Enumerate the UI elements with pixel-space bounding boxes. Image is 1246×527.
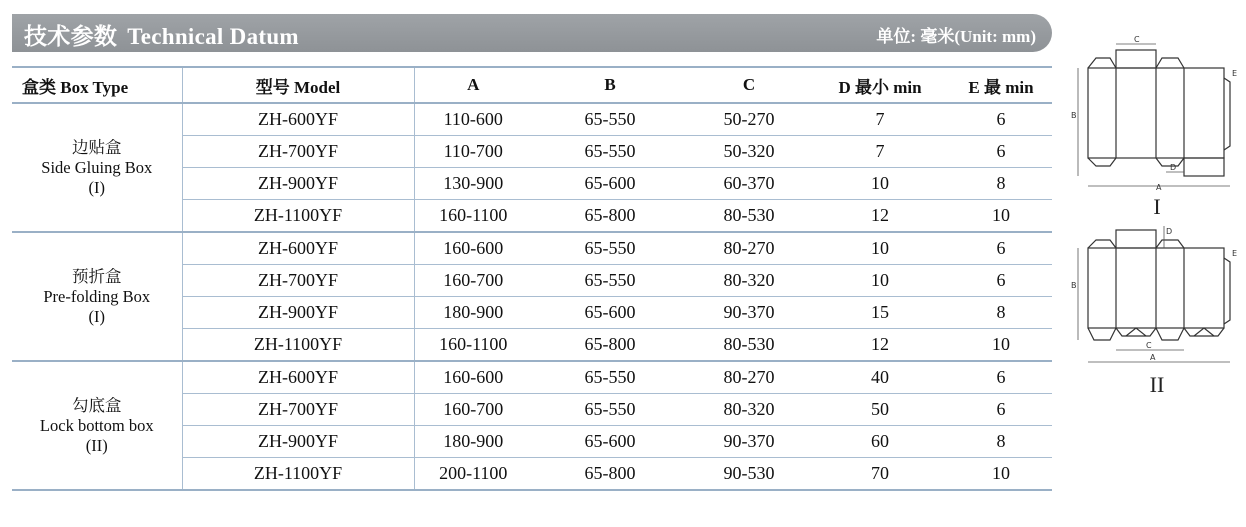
title-banner — [12, 14, 1052, 52]
cell-model: ZH-900YF — [182, 426, 414, 458]
cell-model: ZH-900YF — [182, 168, 414, 200]
cell-d: 50 — [810, 394, 950, 426]
box-type-roman: (I) — [88, 306, 105, 326]
cell-e: 8 — [950, 168, 1052, 200]
dim-d-label: D — [1170, 163, 1177, 172]
cell-c: 90-530 — [688, 458, 810, 491]
cell-d: 10 — [810, 265, 950, 297]
lock-bottom-box-diagram — [1070, 224, 1240, 370]
cell-c: 90-370 — [688, 297, 810, 329]
dim-c-label: C — [1134, 36, 1140, 44]
col-a: A — [414, 67, 532, 103]
unit-label: 单位: 毫米(Unit: mm) — [876, 27, 1036, 46]
cell-d: 12 — [810, 329, 950, 362]
title-cn: 技术参数 — [24, 24, 118, 49]
cell-c: 80-270 — [688, 361, 810, 394]
cell-model: ZH-1100YF — [182, 458, 414, 491]
cell-d: 60 — [810, 426, 950, 458]
box-type-name-en: Side Gluing Box — [41, 157, 153, 177]
cell-b: 65-550 — [532, 232, 688, 265]
col-c: C — [688, 67, 810, 103]
dim-e-label: E — [1232, 69, 1238, 78]
page-title — [24, 18, 299, 51]
cell-e: 6 — [950, 394, 1052, 426]
cell-d: 10 — [810, 232, 950, 265]
cell-b: 65-800 — [532, 200, 688, 233]
cell-c: 50-270 — [688, 103, 810, 136]
col-model: 型号 Model — [182, 67, 414, 103]
table-row — [12, 361, 1052, 394]
cell-d: 12 — [810, 200, 950, 233]
cell-c: 80-530 — [688, 329, 810, 362]
cell-e: 6 — [950, 232, 1052, 265]
cell-model: ZH-1100YF — [182, 200, 414, 233]
cell-d: 15 — [810, 297, 950, 329]
cell-a: 160-700 — [414, 265, 532, 297]
box-type-roman: (II) — [85, 435, 108, 455]
cell-a: 180-900 — [414, 297, 532, 329]
cell-d: 40 — [810, 361, 950, 394]
box-type-name-en: Lock bottom box — [39, 415, 154, 435]
cell-model: ZH-600YF — [182, 361, 414, 394]
cell-model: ZH-700YF — [182, 394, 414, 426]
cell-a: 160-700 — [414, 394, 532, 426]
box-type-cell — [12, 361, 182, 490]
box-type-name-en: Pre-folding Box — [43, 286, 151, 306]
cell-e: 6 — [950, 265, 1052, 297]
spec-table — [12, 66, 1052, 491]
cell-c: 80-320 — [688, 394, 810, 426]
cell-b: 65-600 — [532, 168, 688, 200]
table-row — [12, 232, 1052, 265]
cell-b: 65-550 — [532, 361, 688, 394]
cell-a: 110-600 — [414, 103, 532, 136]
cell-a: 130-900 — [414, 168, 532, 200]
cell-c: 50-320 — [688, 136, 810, 168]
cell-a: 160-600 — [414, 232, 532, 265]
cell-b: 65-550 — [532, 103, 688, 136]
box-diagram-ii-svg — [1070, 224, 1240, 370]
cell-c: 60-370 — [688, 168, 810, 200]
cell-a: 200-1100 — [414, 458, 532, 491]
box-type-name-cn: 预折盒 — [72, 266, 122, 286]
dim-a-label-ii: A — [1150, 353, 1156, 362]
cell-c: 80-320 — [688, 265, 810, 297]
cell-e: 6 — [950, 136, 1052, 168]
cell-a: 160-1100 — [414, 200, 532, 233]
dim-d-label-ii: D — [1166, 227, 1173, 236]
cell-b: 65-550 — [532, 136, 688, 168]
col-d: D 最小 min — [810, 67, 950, 103]
header-row — [12, 67, 1052, 103]
title-en: Technical Datum — [127, 24, 299, 49]
cell-e: 10 — [950, 329, 1052, 362]
dim-b-label-ii: B — [1071, 281, 1077, 290]
cell-b: 65-600 — [532, 297, 688, 329]
side-gluing-box-diagram — [1070, 36, 1240, 192]
cell-c: 80-530 — [688, 200, 810, 233]
box-diagram-i-svg — [1070, 36, 1240, 192]
dim-b-label: B — [1071, 111, 1077, 120]
col-box-type: 盒类 Box Type — [12, 67, 182, 103]
cell-b: 65-550 — [532, 394, 688, 426]
diagram-ii-caption: II — [1149, 372, 1165, 397]
cell-e: 8 — [950, 297, 1052, 329]
cell-model: ZH-700YF — [182, 265, 414, 297]
cell-a: 160-1100 — [414, 329, 532, 362]
cell-model: ZH-600YF — [182, 103, 414, 136]
cell-b: 65-550 — [532, 265, 688, 297]
cell-model: ZH-900YF — [182, 297, 414, 329]
cell-a: 110-700 — [414, 136, 532, 168]
cell-a: 160-600 — [414, 361, 532, 394]
cell-b: 65-800 — [532, 458, 688, 491]
cell-e: 6 — [950, 103, 1052, 136]
cell-e: 10 — [950, 458, 1052, 491]
box-type-cell — [12, 232, 182, 361]
cell-e: 6 — [950, 361, 1052, 394]
cell-e: 10 — [950, 200, 1052, 233]
cell-e: 8 — [950, 426, 1052, 458]
box-type-name-cn: 边贴盒 — [72, 137, 122, 157]
cell-d: 7 — [810, 103, 950, 136]
box-type-cell — [12, 103, 182, 232]
dim-e-label-ii: E — [1232, 249, 1238, 258]
cell-d: 70 — [810, 458, 950, 491]
cell-model: ZH-600YF — [182, 232, 414, 265]
diagram-i-caption: I — [1153, 194, 1161, 219]
cell-c: 80-270 — [688, 232, 810, 265]
cell-c: 90-370 — [688, 426, 810, 458]
cell-d: 10 — [810, 168, 950, 200]
col-b: B — [532, 67, 688, 103]
col-e: E 最 min — [950, 67, 1052, 103]
cell-model: ZH-1100YF — [182, 329, 414, 362]
dim-a-label: A — [1156, 183, 1162, 192]
cell-model: ZH-700YF — [182, 136, 414, 168]
table-row — [12, 103, 1052, 136]
dim-c-label-ii: C — [1146, 341, 1152, 350]
box-type-name-cn: 勾底盒 — [72, 395, 122, 415]
cell-b: 65-600 — [532, 426, 688, 458]
cell-a: 180-900 — [414, 426, 532, 458]
cell-b: 65-800 — [532, 329, 688, 362]
box-type-roman: (I) — [88, 177, 105, 197]
cell-d: 7 — [810, 136, 950, 168]
